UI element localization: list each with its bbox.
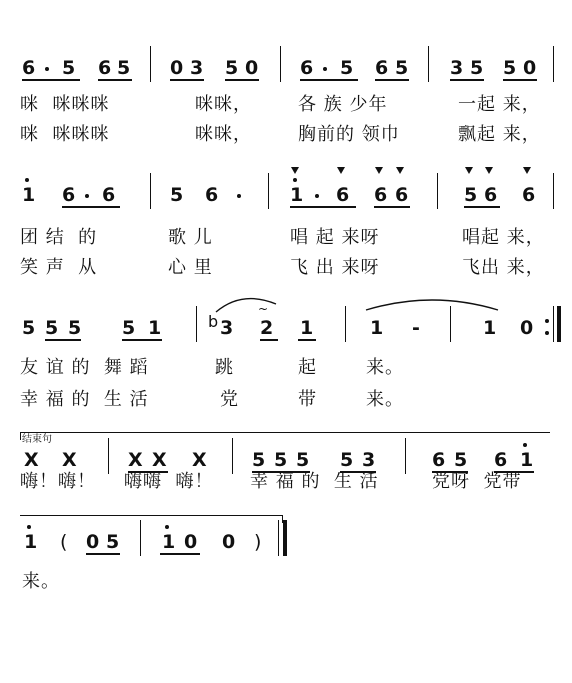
- note: 0: [520, 317, 534, 339]
- lyric: 歌 儿: [168, 227, 213, 248]
- note: X: [128, 449, 143, 471]
- note: 5: [503, 57, 517, 79]
- note: 1: [24, 531, 38, 553]
- final-barline: [283, 520, 287, 556]
- lyric: 幸 福 的 生 活: [250, 471, 379, 492]
- note: 0: [523, 57, 537, 79]
- lyric: 飘起 来，: [458, 124, 541, 145]
- note: X: [192, 449, 207, 471]
- underline: [464, 206, 500, 208]
- coda-label: 结束句: [22, 434, 52, 445]
- dot: [45, 67, 49, 71]
- barline: [280, 46, 281, 82]
- note: 0: [170, 57, 184, 79]
- lyric: 来。: [22, 571, 60, 592]
- high-dot: [165, 525, 169, 529]
- coda-bracket: [20, 515, 282, 516]
- lyric: 各 族 少年: [298, 94, 388, 115]
- underline: [450, 79, 484, 81]
- barline: [428, 46, 429, 82]
- lyric: 唱 起 来呀: [290, 227, 380, 248]
- note: 5: [296, 449, 310, 471]
- lyric: 党: [220, 389, 239, 410]
- barline: [553, 306, 554, 342]
- lyric: 咪 咪咪咪: [20, 94, 110, 115]
- underline: [225, 79, 259, 81]
- lyric: 党呀 党带: [432, 471, 522, 492]
- note: 1: [148, 317, 162, 339]
- flat-sign: b: [208, 312, 219, 331]
- note: 6: [374, 184, 388, 206]
- note: 5: [454, 449, 468, 471]
- barline: [437, 173, 438, 209]
- note: 5: [122, 317, 136, 339]
- coda-bracket: [20, 432, 550, 433]
- note: 5: [68, 317, 82, 339]
- barline: [278, 520, 279, 556]
- lyric: 来。: [366, 389, 404, 410]
- underline: [45, 339, 81, 341]
- underline: [260, 339, 278, 341]
- lyric: 胸前的 领巾: [298, 124, 400, 145]
- slur: [212, 292, 282, 314]
- note: 6: [375, 57, 389, 79]
- lyric: 心 里: [168, 257, 213, 278]
- barline: [450, 306, 451, 342]
- underline: [122, 339, 162, 341]
- underline: [62, 206, 120, 208]
- note: X: [62, 449, 77, 471]
- barline: [553, 46, 554, 82]
- barline: [232, 438, 233, 474]
- barline: [196, 306, 197, 342]
- accent-mark: [375, 167, 383, 174]
- note: 5: [170, 184, 184, 206]
- note: 6: [205, 184, 219, 206]
- lyric: 嗨！嗨！: [20, 471, 96, 492]
- dot: [85, 194, 89, 198]
- note: 5: [45, 317, 59, 339]
- underline: [503, 79, 537, 81]
- note: 6: [98, 57, 112, 79]
- coda-bracket-tick: [20, 432, 21, 440]
- lyric: 唱起 来，: [462, 227, 545, 248]
- lyric: 飞 出 来呀: [290, 257, 380, 278]
- lyric: 咪 咪咪咪: [20, 124, 110, 145]
- note: 3: [450, 57, 464, 79]
- lyric: 团 结 的: [20, 227, 98, 248]
- note: -: [412, 317, 420, 339]
- lyric: 飞出 来，: [462, 257, 545, 278]
- lyric: 一起 来，: [458, 94, 541, 115]
- dot: [323, 67, 327, 71]
- note: 5: [464, 184, 478, 206]
- repeat-dot: [545, 319, 549, 323]
- note: 2: [260, 317, 274, 339]
- note: 5: [225, 57, 239, 79]
- final-barline: [557, 306, 561, 342]
- note: 6: [102, 184, 116, 206]
- barline: [150, 173, 151, 209]
- note: 3: [362, 449, 376, 471]
- note: 5: [106, 531, 120, 553]
- note: 6: [300, 57, 314, 79]
- underline: [375, 79, 409, 81]
- note: 1: [22, 184, 36, 206]
- ornament-mark: ~: [258, 302, 269, 316]
- barline: [150, 46, 151, 82]
- note: 1: [162, 531, 176, 553]
- note: 0: [184, 531, 198, 553]
- repeat-dot: [545, 331, 549, 335]
- lyric: 跳: [215, 357, 234, 378]
- high-dot: [25, 178, 29, 182]
- accent-mark: [523, 167, 531, 174]
- lyric: 友 谊 的 舞 蹈: [20, 357, 149, 378]
- note: 5: [22, 317, 36, 339]
- barline: [405, 438, 406, 474]
- note: 1: [290, 184, 304, 206]
- underline: [170, 79, 204, 81]
- note: 6: [336, 184, 350, 206]
- note: 6: [395, 184, 409, 206]
- underline: [290, 206, 356, 208]
- accent-mark: [337, 167, 345, 174]
- accent-mark: [465, 167, 473, 174]
- barline: [345, 306, 346, 342]
- underline: [98, 79, 132, 81]
- note: 5: [274, 449, 288, 471]
- accent-mark: [396, 167, 404, 174]
- underline: [300, 79, 358, 81]
- underline: [22, 79, 80, 81]
- note: 1: [483, 317, 497, 339]
- barline: [268, 173, 269, 209]
- note: 6: [62, 184, 76, 206]
- accent-mark: [485, 167, 493, 174]
- lyric: 幸 福 的 生 活: [20, 389, 149, 410]
- note: 5: [395, 57, 409, 79]
- note: 5: [340, 449, 354, 471]
- note: 1: [300, 317, 314, 339]
- close-paren: ): [254, 531, 262, 553]
- underline: [374, 206, 410, 208]
- lyric: 咪咪，: [195, 124, 252, 145]
- note: 5: [340, 57, 354, 79]
- tie: [362, 294, 502, 314]
- note: 0: [222, 531, 236, 553]
- note: 6: [432, 449, 446, 471]
- note: 6: [484, 184, 498, 206]
- note: 5: [252, 449, 266, 471]
- note: 3: [190, 57, 204, 79]
- lyric: 咪咪，: [195, 94, 252, 115]
- high-dot: [27, 525, 31, 529]
- note: 0: [245, 57, 259, 79]
- lyric: 起: [298, 357, 317, 378]
- note: 6: [22, 57, 36, 79]
- underline: [298, 339, 316, 341]
- note: 5: [62, 57, 76, 79]
- open-paren: (: [60, 531, 68, 553]
- underline: [160, 553, 200, 555]
- dot: [315, 194, 319, 198]
- barline: [553, 173, 554, 209]
- lyric: 带: [298, 389, 317, 410]
- note: 5: [470, 57, 484, 79]
- accent-mark: [291, 167, 299, 174]
- note: X: [152, 449, 167, 471]
- note: 0: [86, 531, 100, 553]
- lyric: 笑 声 从: [20, 257, 98, 278]
- note: 6: [522, 184, 536, 206]
- note: 1: [370, 317, 384, 339]
- high-dot: [293, 178, 297, 182]
- note: X: [24, 449, 39, 471]
- dot: [237, 194, 241, 198]
- note: 3: [220, 317, 234, 339]
- barline: [108, 438, 109, 474]
- barline: [140, 520, 141, 556]
- lyric: 来。: [366, 357, 404, 378]
- note: 5: [117, 57, 131, 79]
- underline: [86, 553, 120, 555]
- note: 6: [494, 449, 508, 471]
- note: 1: [520, 449, 534, 471]
- lyric: 嗨嗨 嗨！: [124, 471, 214, 492]
- high-dot: [523, 443, 527, 447]
